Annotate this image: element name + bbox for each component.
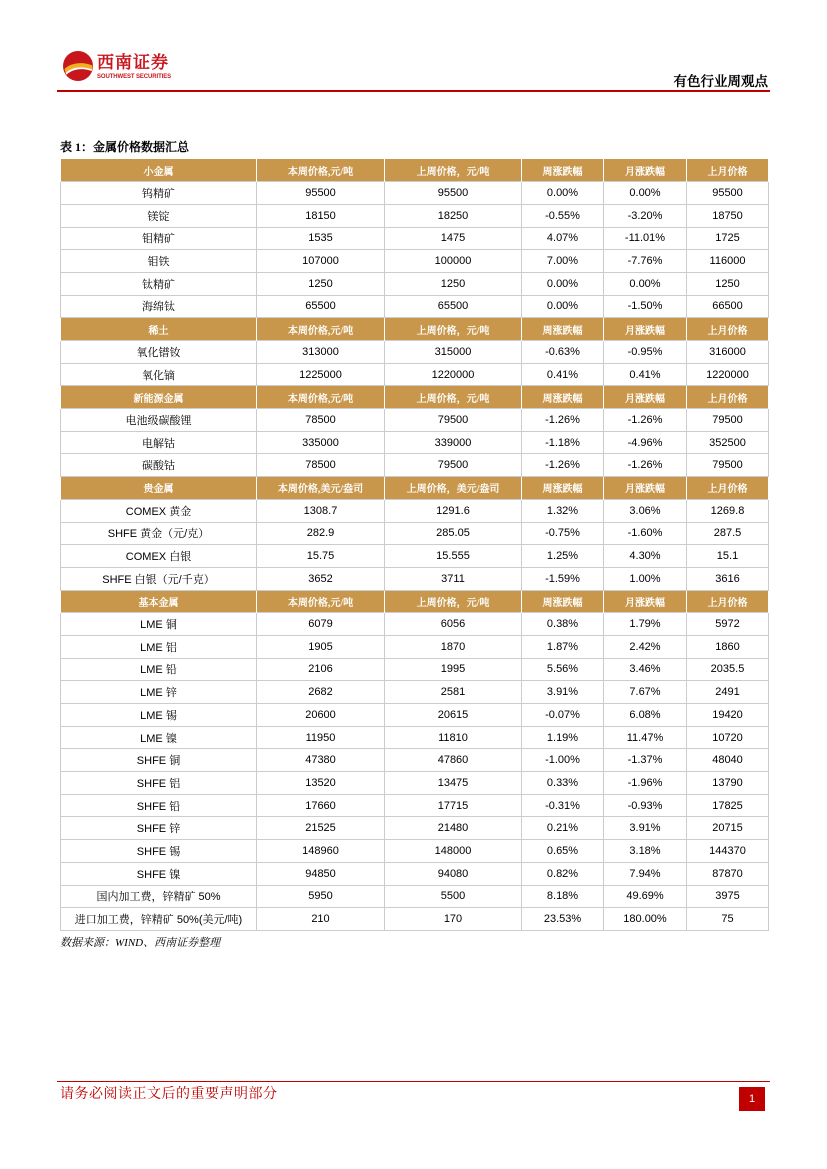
table-row <box>61 341 769 364</box>
metal-name-cell: 碳酸钴 <box>61 454 257 477</box>
this-week-price-cell: 5950 <box>257 885 385 908</box>
metal-name-cell: 钛精矿 <box>61 272 257 295</box>
metal-name-cell: SHFE 黄金（元/克） <box>61 522 257 545</box>
table-row <box>61 658 769 681</box>
metal-name-cell: SHFE 白银（元/千克） <box>61 567 257 590</box>
metal-name-cell: 氧化镨钕 <box>61 341 257 364</box>
this-week-price-cell: 282.9 <box>257 522 385 545</box>
table-row <box>61 454 769 477</box>
metal-name-cell: LME 锡 <box>61 704 257 727</box>
metal-name-cell: SHFE 铝 <box>61 772 257 795</box>
metal-name-cell: SHFE 镍 <box>61 862 257 885</box>
last-month-price-cell: 66500 <box>687 295 769 318</box>
table-row <box>61 908 769 931</box>
monthly-change-header: 月涨跌幅 <box>604 477 687 500</box>
monthly-change-cell: 0.00% <box>604 272 687 295</box>
table-row <box>61 681 769 704</box>
last-week-price-cell: 1870 <box>385 635 522 658</box>
metal-price-table <box>60 159 769 931</box>
table-row <box>61 840 769 863</box>
weekly-change-cell: -0.31% <box>522 794 604 817</box>
table-row <box>61 431 769 454</box>
monthly-change-cell: -11.01% <box>604 227 687 250</box>
last-week-price-cell: 20615 <box>385 704 522 727</box>
table-row <box>61 749 769 772</box>
last-week-price-cell: 79500 <box>385 454 522 477</box>
this-week-price-cell: 94850 <box>257 862 385 885</box>
monthly-change-cell: -1.37% <box>604 749 687 772</box>
metal-name-cell: COMEX 黄金 <box>61 499 257 522</box>
this-week-price-header: 本周价格,元/吨 <box>257 159 385 182</box>
this-week-price-cell: 1905 <box>257 635 385 658</box>
last-month-price-cell: 87870 <box>687 862 769 885</box>
this-week-price-cell: 107000 <box>257 250 385 273</box>
metal-name-cell: LME 镍 <box>61 726 257 749</box>
monthly-change-cell: 0.41% <box>604 363 687 386</box>
this-week-price-cell: 3652 <box>257 567 385 590</box>
last-week-price-header: 上周价格，元/吨 <box>385 386 522 409</box>
this-week-price-cell: 2682 <box>257 681 385 704</box>
last-week-price-cell: 1291.6 <box>385 499 522 522</box>
weekly-change-header: 周涨跌幅 <box>522 159 604 182</box>
weekly-change-cell: 7.00% <box>522 250 604 273</box>
monthly-change-cell: 11.47% <box>604 726 687 749</box>
this-week-price-header: 本周价格,元/吨 <box>257 318 385 341</box>
last-week-price-cell: 17715 <box>385 794 522 817</box>
this-week-price-cell: 13520 <box>257 772 385 795</box>
weekly-change-cell: -0.07% <box>522 704 604 727</box>
last-month-price-cell: 144370 <box>687 840 769 863</box>
last-month-price-cell: 3616 <box>687 567 769 590</box>
last-month-price-cell: 1269.8 <box>687 499 769 522</box>
last-month-price-cell: 13790 <box>687 772 769 795</box>
metal-name-cell: SHFE 锌 <box>61 817 257 840</box>
weekly-change-cell: -1.00% <box>522 749 604 772</box>
logo-mark-icon <box>62 50 94 82</box>
weekly-change-cell: 1.19% <box>522 726 604 749</box>
table-row <box>61 794 769 817</box>
table-row <box>61 499 769 522</box>
table-row <box>61 204 769 227</box>
weekly-change-header: 周涨跌幅 <box>522 386 604 409</box>
metal-name-cell: SHFE 铜 <box>61 749 257 772</box>
last-week-price-cell: 1250 <box>385 272 522 295</box>
logo-chinese-name: 西南证券 <box>97 53 169 72</box>
monthly-change-cell: 1.79% <box>604 613 687 636</box>
last-month-price-cell: 10720 <box>687 726 769 749</box>
last-month-price-cell: 5972 <box>687 613 769 636</box>
section-title: 稀土 <box>61 318 257 341</box>
table-row <box>61 817 769 840</box>
last-month-price-cell: 1725 <box>687 227 769 250</box>
monthly-change-cell: 3.46% <box>604 658 687 681</box>
this-week-price-cell: 11950 <box>257 726 385 749</box>
metal-name-cell: 氧化镝 <box>61 363 257 386</box>
section-header-row <box>61 159 769 182</box>
weekly-change-cell: -0.75% <box>522 522 604 545</box>
last-week-price-cell: 13475 <box>385 772 522 795</box>
monthly-change-cell: 7.67% <box>604 681 687 704</box>
this-week-price-cell: 1225000 <box>257 363 385 386</box>
weekly-change-cell: 5.56% <box>522 658 604 681</box>
last-month-price-cell: 1250 <box>687 272 769 295</box>
weekly-change-cell: -1.26% <box>522 454 604 477</box>
section-header-row <box>61 386 769 409</box>
table-row <box>61 567 769 590</box>
last-week-price-cell: 47860 <box>385 749 522 772</box>
metal-name-cell: 钼精矿 <box>61 227 257 250</box>
monthly-change-cell: 0.00% <box>604 182 687 205</box>
metal-name-cell: 电池级碳酸锂 <box>61 409 257 432</box>
weekly-change-cell: 0.00% <box>522 272 604 295</box>
this-week-price-cell: 21525 <box>257 817 385 840</box>
table-row <box>61 885 769 908</box>
metal-name-cell: COMEX 白银 <box>61 545 257 568</box>
metal-name-cell: 进口加工费，锌精矿 50%(美元/吨) <box>61 908 257 931</box>
table-row <box>61 182 769 205</box>
last-month-price-header: 上月价格 <box>687 477 769 500</box>
data-source-note: 数据来源：WIND、西南证券整理 <box>60 937 221 949</box>
last-week-price-cell: 18250 <box>385 204 522 227</box>
monthly-change-cell: -1.26% <box>604 409 687 432</box>
last-week-price-cell: 65500 <box>385 295 522 318</box>
weekly-change-cell: -1.18% <box>522 431 604 454</box>
table-row <box>61 363 769 386</box>
this-week-price-cell: 210 <box>257 908 385 931</box>
weekly-change-cell: 0.00% <box>522 182 604 205</box>
last-week-price-header: 上周价格，元/吨 <box>385 159 522 182</box>
monthly-change-header: 月涨跌幅 <box>604 386 687 409</box>
monthly-change-cell: -0.93% <box>604 794 687 817</box>
monthly-change-cell: 2.42% <box>604 635 687 658</box>
metal-name-cell: LME 铜 <box>61 613 257 636</box>
last-month-price-cell: 2491 <box>687 681 769 704</box>
section-header-row <box>61 318 769 341</box>
last-week-price-cell: 315000 <box>385 341 522 364</box>
weekly-change-cell: 0.21% <box>522 817 604 840</box>
footer-divider <box>57 1081 770 1082</box>
last-week-price-cell: 285.05 <box>385 522 522 545</box>
weekly-change-cell: 0.38% <box>522 613 604 636</box>
southwest-securities-logo <box>62 50 174 84</box>
monthly-change-cell: 6.08% <box>604 704 687 727</box>
this-week-price-cell: 313000 <box>257 341 385 364</box>
this-week-price-cell: 47380 <box>257 749 385 772</box>
this-week-price-cell: 78500 <box>257 409 385 432</box>
last-month-price-header: 上月价格 <box>687 318 769 341</box>
last-month-price-cell: 19420 <box>687 704 769 727</box>
this-week-price-cell: 2106 <box>257 658 385 681</box>
last-week-price-cell: 1220000 <box>385 363 522 386</box>
section-title: 新能源金属 <box>61 386 257 409</box>
last-week-price-cell: 148000 <box>385 840 522 863</box>
section-header-row <box>61 590 769 613</box>
table-caption: 表 1：金属价格数据汇总 <box>60 140 190 154</box>
last-month-price-cell: 48040 <box>687 749 769 772</box>
last-week-price-cell: 2581 <box>385 681 522 704</box>
this-week-price-cell: 1308.7 <box>257 499 385 522</box>
this-week-price-header: 本周价格,美元/盎司 <box>257 477 385 500</box>
weekly-change-cell: 4.07% <box>522 227 604 250</box>
last-week-price-cell: 79500 <box>385 409 522 432</box>
last-month-price-header: 上月价格 <box>687 386 769 409</box>
last-week-price-cell: 1995 <box>385 658 522 681</box>
this-week-price-cell: 1250 <box>257 272 385 295</box>
table-row <box>61 635 769 658</box>
monthly-change-cell: 49.69% <box>604 885 687 908</box>
metal-name-cell: 电解钴 <box>61 431 257 454</box>
metal-name-cell: 钼铁 <box>61 250 257 273</box>
table-row <box>61 522 769 545</box>
this-week-price-cell: 335000 <box>257 431 385 454</box>
weekly-change-cell: 1.25% <box>522 545 604 568</box>
last-week-price-cell: 170 <box>385 908 522 931</box>
last-month-price-cell: 18750 <box>687 204 769 227</box>
report-type-title: 有色行业周观点 <box>673 74 768 89</box>
last-month-price-header: 上月价格 <box>687 159 769 182</box>
last-week-price-header: 上周价格，元/吨 <box>385 590 522 613</box>
weekly-change-cell: 1.32% <box>522 499 604 522</box>
monthly-change-header: 月涨跌幅 <box>604 318 687 341</box>
table-row <box>61 704 769 727</box>
monthly-change-cell: -1.96% <box>604 772 687 795</box>
table-row <box>61 272 769 295</box>
monthly-change-cell: 3.91% <box>604 817 687 840</box>
section-title: 贵金属 <box>61 477 257 500</box>
last-month-price-cell: 3975 <box>687 885 769 908</box>
monthly-change-cell: -0.95% <box>604 341 687 364</box>
table-row <box>61 772 769 795</box>
this-week-price-header: 本周价格,元/吨 <box>257 386 385 409</box>
section-header-row <box>61 477 769 500</box>
last-month-price-cell: 316000 <box>687 341 769 364</box>
monthly-change-cell: 3.18% <box>604 840 687 863</box>
metal-name-cell: LME 锌 <box>61 681 257 704</box>
table-row <box>61 295 769 318</box>
metal-name-cell: LME 铝 <box>61 635 257 658</box>
this-week-price-cell: 15.75 <box>257 545 385 568</box>
this-week-price-cell: 78500 <box>257 454 385 477</box>
monthly-change-cell: 3.06% <box>604 499 687 522</box>
metal-name-cell: SHFE 铅 <box>61 794 257 817</box>
this-week-price-cell: 6079 <box>257 613 385 636</box>
weekly-change-cell: -1.26% <box>522 409 604 432</box>
last-week-price-cell: 94080 <box>385 862 522 885</box>
this-week-price-cell: 65500 <box>257 295 385 318</box>
weekly-change-cell: -0.55% <box>522 204 604 227</box>
monthly-change-cell: 180.00% <box>604 908 687 931</box>
weekly-change-cell: -0.63% <box>522 341 604 364</box>
last-month-price-cell: 1860 <box>687 635 769 658</box>
last-week-price-header: 上周价格，美元/盎司 <box>385 477 522 500</box>
weekly-change-cell: -1.59% <box>522 567 604 590</box>
last-month-price-cell: 1220000 <box>687 363 769 386</box>
last-month-price-cell: 15.1 <box>687 545 769 568</box>
this-week-price-cell: 1535 <box>257 227 385 250</box>
logo-english-name: SOUTHWEST SECURITIES <box>97 74 172 80</box>
weekly-change-cell: 0.65% <box>522 840 604 863</box>
monthly-change-cell: -1.26% <box>604 454 687 477</box>
section-title: 小金属 <box>61 159 257 182</box>
this-week-price-header: 本周价格,元/吨 <box>257 590 385 613</box>
metal-name-cell: 镁锭 <box>61 204 257 227</box>
weekly-change-header: 周涨跌幅 <box>522 477 604 500</box>
last-week-price-cell: 5500 <box>385 885 522 908</box>
weekly-change-cell: 0.00% <box>522 295 604 318</box>
monthly-change-cell: 1.00% <box>604 567 687 590</box>
metal-price-table-body <box>61 159 769 930</box>
weekly-change-cell: 23.53% <box>522 908 604 931</box>
this-week-price-cell: 95500 <box>257 182 385 205</box>
last-month-price-cell: 2035.5 <box>687 658 769 681</box>
table-row <box>61 227 769 250</box>
last-month-price-cell: 116000 <box>687 250 769 273</box>
table-row <box>61 409 769 432</box>
monthly-change-cell: -4.96% <box>604 431 687 454</box>
monthly-change-cell: -1.60% <box>604 522 687 545</box>
last-month-price-cell: 17825 <box>687 794 769 817</box>
weekly-change-cell: 3.91% <box>522 681 604 704</box>
header-divider <box>57 90 770 92</box>
this-week-price-cell: 20600 <box>257 704 385 727</box>
monthly-change-cell: -7.76% <box>604 250 687 273</box>
table-row <box>61 613 769 636</box>
weekly-change-cell: 1.87% <box>522 635 604 658</box>
last-week-price-cell: 3711 <box>385 567 522 590</box>
table-row <box>61 862 769 885</box>
this-week-price-cell: 17660 <box>257 794 385 817</box>
monthly-change-cell: -3.20% <box>604 204 687 227</box>
last-month-price-header: 上月价格 <box>687 590 769 613</box>
last-week-price-cell: 6056 <box>385 613 522 636</box>
metal-name-cell: LME 铅 <box>61 658 257 681</box>
last-month-price-cell: 287.5 <box>687 522 769 545</box>
last-week-price-cell: 21480 <box>385 817 522 840</box>
table-row <box>61 250 769 273</box>
weekly-change-cell: 0.82% <box>522 862 604 885</box>
monthly-change-cell: 4.30% <box>604 545 687 568</box>
last-month-price-cell: 79500 <box>687 454 769 477</box>
metal-name-cell: SHFE 锡 <box>61 840 257 863</box>
last-week-price-cell: 339000 <box>385 431 522 454</box>
footer-disclaimer: 请务必阅读正文后的重要声明部分 <box>60 1087 278 1102</box>
weekly-change-cell: 0.33% <box>522 772 604 795</box>
last-month-price-cell: 75 <box>687 908 769 931</box>
this-week-price-cell: 148960 <box>257 840 385 863</box>
this-week-price-cell: 18150 <box>257 204 385 227</box>
monthly-change-cell: -1.50% <box>604 295 687 318</box>
weekly-change-header: 周涨跌幅 <box>522 590 604 613</box>
last-month-price-cell: 95500 <box>687 182 769 205</box>
last-week-price-cell: 95500 <box>385 182 522 205</box>
last-month-price-cell: 352500 <box>687 431 769 454</box>
last-week-price-cell: 15.555 <box>385 545 522 568</box>
last-week-price-cell: 11810 <box>385 726 522 749</box>
table-row <box>61 726 769 749</box>
metal-name-cell: 海绵钛 <box>61 295 257 318</box>
metal-name-cell: 钨精矿 <box>61 182 257 205</box>
monthly-change-header: 月涨跌幅 <box>604 159 687 182</box>
page-number: 1 <box>739 1087 765 1111</box>
monthly-change-header: 月涨跌幅 <box>604 590 687 613</box>
weekly-change-header: 周涨跌幅 <box>522 318 604 341</box>
last-week-price-cell: 1475 <box>385 227 522 250</box>
weekly-change-cell: 8.18% <box>522 885 604 908</box>
monthly-change-cell: 7.94% <box>604 862 687 885</box>
last-month-price-cell: 79500 <box>687 409 769 432</box>
weekly-change-cell: 0.41% <box>522 363 604 386</box>
last-week-price-cell: 100000 <box>385 250 522 273</box>
table-row <box>61 545 769 568</box>
metal-name-cell: 国内加工费，锌精矿 50% <box>61 885 257 908</box>
last-month-price-cell: 20715 <box>687 817 769 840</box>
section-title: 基本金属 <box>61 590 257 613</box>
last-week-price-header: 上周价格，元/吨 <box>385 318 522 341</box>
